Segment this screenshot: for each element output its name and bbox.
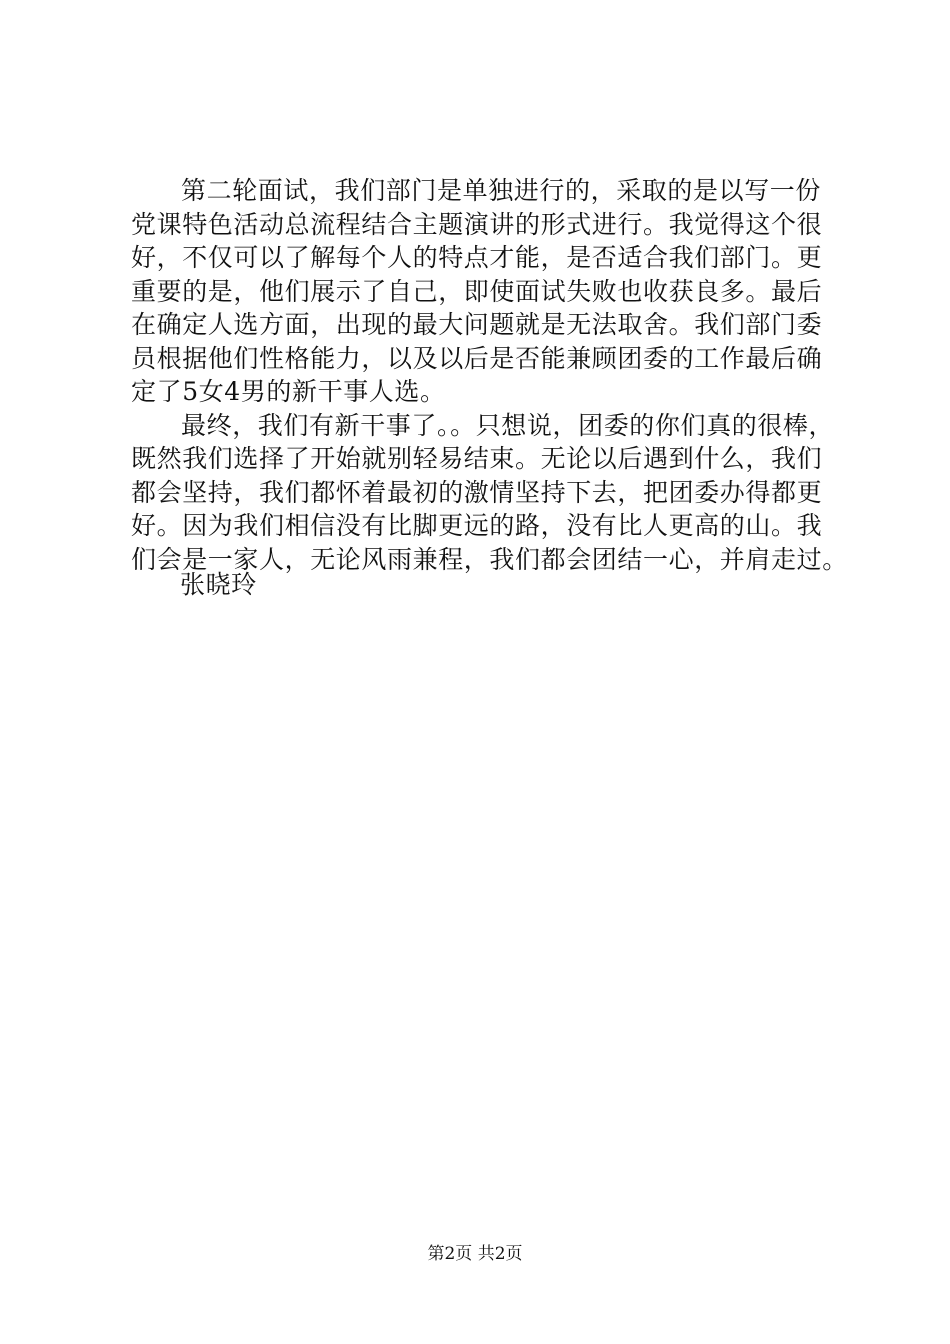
- paragraph-line: 定了5女4男的新干事人选。: [131, 377, 446, 406]
- document-body: [131, 174, 851, 576]
- paragraph-line: 第二轮面试，我们部门是单独进行的，采取的是以写一份: [181, 176, 822, 205]
- page-footer: 第2页 共2页: [427, 1244, 523, 1264]
- paragraph-line: 好，不仅可以了解每个人的特点才能，是否适合我们部门。更: [131, 243, 823, 272]
- author-signature: 张晓玲: [180, 570, 257, 599]
- paragraph-line: 都会坚持，我们都怀着最初的激情坚持下去，把团委办得都更: [131, 477, 823, 507]
- paragraph-line: 好。因为我们相信没有比脚更远的路，没有比人更高的山。我: [131, 511, 823, 540]
- paragraph-line: 们会是一家人，无论风雨兼程，我们都会团结一心，并肩走过。: [131, 544, 848, 574]
- paragraph-line: 党课特色活动总流程结合主题演讲的形式进行。我觉得这个很: [131, 209, 823, 239]
- paragraph-2: [131, 409, 851, 577]
- paragraph-line: 在确定人选方面，出现的最大问题就是无法取舍。我们部门委: [131, 310, 823, 339]
- paragraph-line: 员根据他们性格能力，以及以后是否能兼顾团委的工作最后确: [131, 343, 823, 373]
- paragraph-line: 重要的是，他们展示了自己，即使面试失败也收获良多。最后: [131, 276, 823, 306]
- paragraph-line: 既然我们选择了开始就别轻易结束。无论以后遇到什么，我们: [131, 444, 823, 473]
- paragraph-line: 最终，我们有新干事了。。只想说，团委的你们真的很棒，: [181, 410, 835, 440]
- paragraph-1: [131, 174, 851, 409]
